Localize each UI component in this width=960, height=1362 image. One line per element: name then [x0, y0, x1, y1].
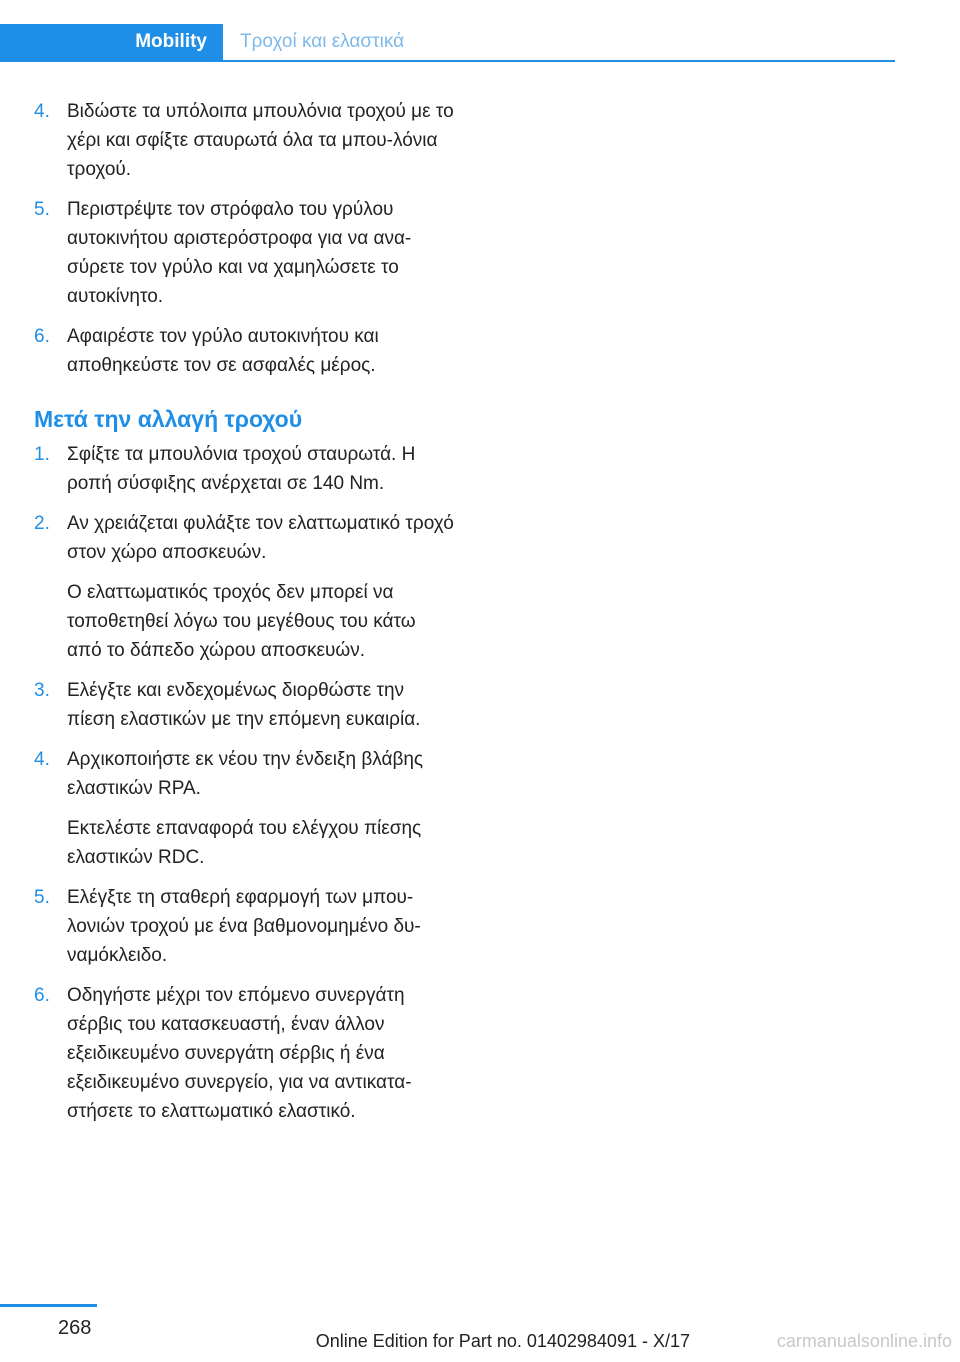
list-item: [34, 883, 454, 970]
step-number: 6.: [34, 985, 50, 1006]
tab-wheels-and-tires[interactable]: Τροχοί και ελαστικά: [240, 31, 405, 52]
step-text: Ελέγξτε και ενδεχομένως διορθώστε την πίεση ελαστικών με την επόμενη ευκαιρία.: [67, 680, 421, 730]
step-text: Σφίξτε τα μπουλόνια τροχού σταυρωτά. Η ροπή σύσφιξης ανέρχεται σε 140 Nm.: [67, 444, 416, 494]
step-text: Ο ελαττωματικός τροχός δεν μπορεί να τοποθετηθεί λόγω του μεγέθους του κάτω από το δάπεδο χώρου αποσκευών.: [67, 582, 416, 661]
step-number: 5.: [34, 199, 50, 220]
step-text: Αρχικοποιήστε εκ νέου την ένδειξη βλάβης ελαστικών RPA.: [67, 749, 424, 799]
edition-label: Online Edition for Part no. 01402984091 - X/17: [315, 1331, 690, 1351]
list-item: [34, 981, 454, 1126]
page-number: 268: [58, 1317, 92, 1339]
tab-mobility[interactable]: Mobility: [0, 24, 223, 60]
step-text: Εκτελέστε επαναφορά του ελέγχου πίεσης ελαστικών RDC.: [67, 818, 422, 868]
step-number: 5.: [34, 887, 50, 908]
watermark: carmanualsonline.info: [776, 1331, 952, 1351]
steps-list-continued: [34, 97, 454, 380]
step-number: 1.: [34, 444, 50, 465]
step-number: 6.: [34, 326, 50, 347]
step-text: Αφαιρέστε τον γρύλο αυτοκινήτου και αποθηκεύστε τον σε ασφαλές μέρος.: [67, 326, 379, 376]
step-text: Οδηγήστε μέχρι τον επόμενο συνεργάτη σέρβις του κατασκευαστή, έναν άλλον εξειδικευμένο συνεργάτη σέρβις ή ένα εξειδικευμένο συνεργείο, για να αντικατα-στήσετε το ελαττωματικό ελαστικό.: [67, 985, 412, 1122]
step-text: Περιστρέψτε τον στρόφαλο του γρύλου αυτοκινήτου αριστερόστροφα για να ανα-σύρετε τον γρύλο και να χαμηλώσετε το αυτοκίνητο.: [67, 199, 412, 307]
list-item: [34, 440, 454, 498]
step-number: 4.: [34, 101, 50, 122]
step-number: 4.: [34, 749, 50, 770]
list-item: [34, 195, 454, 311]
list-item: [34, 745, 454, 872]
footer-accent-line: [0, 1304, 97, 1307]
step-number: 3.: [34, 680, 50, 701]
list-item: [34, 97, 454, 184]
header-bar: [0, 24, 895, 62]
step-text: Ελέγξτε τη σταθερή εφαρμογή των μπου-λονιών τροχού με ένα βαθμονομημένο δυ-ναμόκλειδο.: [67, 887, 421, 966]
section-heading: Μετά την αλλαγή τροχού: [34, 406, 303, 432]
page-content: [34, 97, 454, 1137]
list-item: [34, 322, 454, 380]
step-number: 2.: [34, 513, 50, 534]
list-item: [34, 509, 454, 665]
step-text: Αν χρειάζεται φυλάξτε τον ελαττωματικό τροχό στον χώρο αποσκευών.: [67, 513, 454, 563]
list-item: [34, 676, 454, 734]
steps-list-after-wheel-change: [34, 440, 454, 1126]
step-text: Βιδώστε τα υπόλοιπα μπουλόνια τροχού με το χέρι και σφίξτε σταυρωτά όλα τα μπου-λόνια τροχού.: [67, 101, 454, 180]
